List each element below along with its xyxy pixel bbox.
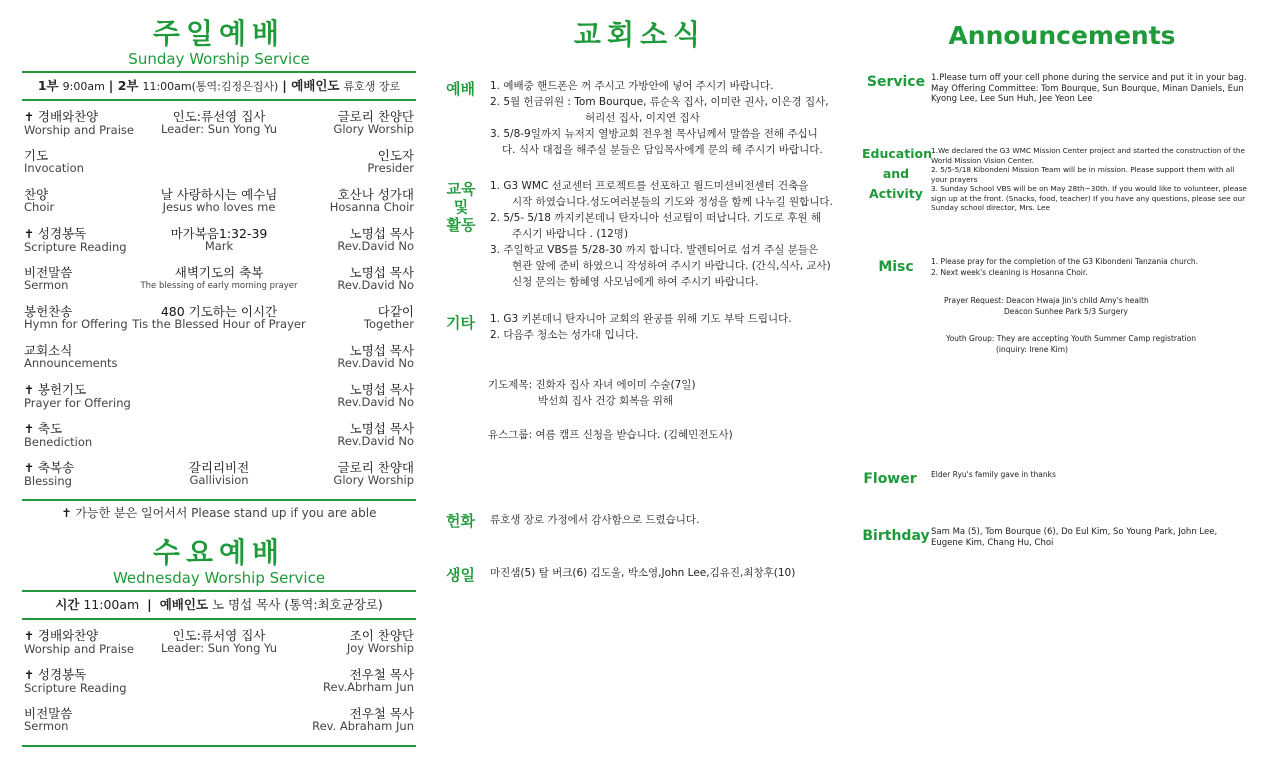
flower-label-en: Flower	[863, 471, 917, 487]
flower-text: 류호생 장로 가정에서 감사함으로 드렸습니다.	[490, 514, 700, 526]
order-name-ko-text: 경배와찬양	[37, 628, 99, 643]
order-person-en: Rev.David No	[337, 278, 414, 292]
text-line: 3. 주일학교 VBS를 5/28-30 까지 합니다. 발렌티어로 섬겨 주실 분들은	[490, 244, 819, 256]
cross-icon: ✝	[24, 668, 38, 682]
text-line: 1.We declared the G3 WMC Mission Center project and started the construction of the	[931, 146, 1245, 155]
order-mid-en: Tis the Blessed Hour of Prayer	[132, 317, 306, 331]
text-line: 3. Sunday School VBS will be on May 28th~30th. If you would like to volunteer, please	[931, 184, 1247, 193]
order-name-en: Sermon	[24, 719, 69, 733]
order-name-ko	[24, 422, 92, 436]
text-line: 2. 5월 헌금위원 : Tom Bourque, 류순옥 집사, 이미란 권사, 이은경 집사,	[490, 96, 829, 108]
text-line: 3. 5/8-9일까지 뉴저지 열방교회 전우철 목사님께서 말씀을 전해 주십니	[490, 128, 818, 140]
order-person-ko: 글로리 찬양단	[337, 109, 414, 124]
order-person-en: Rev. Abraham Jun	[312, 719, 414, 733]
text-line: 2. 5/5- 5/18 까지키본데니 탄자니아 선교팀이 떠납니다. 기도로 후원 해	[490, 212, 822, 224]
order-name-en: Choir	[24, 200, 55, 214]
birthday-label: 생일	[446, 566, 475, 584]
order-person-ko: 노명섭 목사	[349, 265, 414, 280]
order-person-ko: 전우철 목사	[349, 667, 414, 682]
order-mid-ko: 인도:류서영 집사	[172, 628, 266, 643]
text-line: 2. 5/5-5/18 Kibondeni Mission Team will be in mission. Please support them with all	[931, 165, 1235, 174]
order-row	[22, 459, 416, 498]
order-name-ko-text: 축복송	[37, 460, 75, 475]
order-name-ko-text: 봉헌기도	[37, 382, 87, 397]
text-line: your prayers	[931, 174, 978, 184]
text-line: 시작 하였습니다.성도여러분들의 기도와 정성을 함께 나누길 원합니다.	[512, 196, 833, 208]
order-right	[337, 344, 414, 370]
order-right	[367, 149, 414, 175]
sunday-title-ko: 주일예배	[152, 17, 286, 50]
text-line: 허리선 집사, 이지연 집사	[585, 112, 700, 124]
order-row	[22, 303, 416, 342]
order-mid-en: Leader: Sun Yong Yu	[160, 122, 278, 136]
order-row	[22, 264, 416, 303]
order-mid-en: The blessing of early morning prayer	[140, 281, 298, 291]
order-name-en: Scripture Reading	[24, 240, 127, 254]
order-middle	[22, 305, 416, 331]
birthday-label-en: Birthday	[862, 528, 930, 544]
text-line: 주시기 바랍니다 . (12명)	[512, 228, 629, 240]
text-line: 1.Please turn off your cell phone during the service and put it in your bag.	[931, 73, 1247, 83]
cross-icon: ✝	[24, 629, 38, 643]
order-name-en: Invocation	[24, 161, 84, 175]
cross-icon: ✝	[24, 422, 38, 436]
cross-icon: ✝	[24, 461, 38, 475]
order-name-ko-text: 성경봉독	[37, 226, 87, 241]
order-person-en: Rev.David No	[337, 239, 414, 253]
worship-label: 예배	[446, 80, 475, 98]
order-right	[337, 266, 414, 292]
wednesday-order-list	[22, 627, 416, 744]
order-person-en: Rev.David No	[337, 434, 414, 448]
text-line: Sam Ma (5), Tom Bourque (6), Do Eul Kim, So Young Park, John Lee,	[931, 527, 1218, 537]
order-name-en: Scripture Reading	[24, 681, 127, 695]
order-person-en: Presider	[367, 161, 414, 175]
misc-text	[931, 257, 1256, 278]
order-row	[22, 420, 416, 459]
order-right	[333, 461, 414, 487]
divider	[22, 499, 416, 501]
cross-icon: ✝	[24, 383, 38, 397]
news-column	[440, 0, 840, 777]
order-name-en: Prayer for Offering	[24, 396, 131, 410]
order-name-ko-text: 축도	[37, 421, 63, 436]
edu-label-part: 및	[453, 198, 469, 216]
order-name-ko-text: 교회소식	[24, 343, 73, 358]
etc-list	[490, 311, 840, 343]
order-name-ko-text: 비전말씀	[24, 706, 73, 721]
order-row	[22, 225, 416, 264]
text-line: 1. Please pray for the completion of the G3 Kibondeni Tanzania church.	[931, 257, 1198, 266]
order-name-ko-text: 찬양	[24, 187, 49, 202]
wednesday-title-en: Wednesday Worship Service	[112, 569, 326, 587]
text-line: 1. G3 키본데니 탄자니아 교회의 완공를 위해 기도 부탁 드립니다.	[490, 313, 792, 325]
flower-text-en: Elder Ryu's family gave in thanks	[931, 470, 1056, 479]
order-person-en: Hosanna Choir	[329, 200, 414, 214]
text-line: 1. G3 WMC 선교센터 프로젝트를 선포하고 월드미션비전센터 건축을	[490, 180, 809, 192]
cross-icon: ✝	[24, 110, 38, 124]
text-line: Kyong Lee, Lee Sun Huh, Jee Yeon Lee	[931, 94, 1093, 104]
edu-label	[446, 180, 476, 234]
text-line: 2. 다음주 청소는 성가대 입니다.	[490, 329, 639, 341]
edu-label-en: Education and Activity	[862, 146, 932, 201]
wednesday-title-ko: 수요예배	[152, 536, 286, 569]
youth-group-en: Youth Group: They are accepting Youth Summer Camp registration (inquiry: Irene Kim)	[946, 334, 1196, 354]
flower-label: 헌화	[446, 512, 475, 530]
order-row	[22, 108, 416, 147]
order-person-en: Rev.Abrham Jun	[323, 680, 414, 694]
service-label: Service	[866, 74, 926, 90]
order-right	[312, 707, 414, 733]
order-mid-ko: 마가복음1:32-39	[170, 226, 268, 241]
order-row	[22, 342, 416, 381]
announcements-column	[862, 0, 1262, 777]
edu-label-part: 활동	[446, 216, 476, 234]
order-right	[337, 227, 414, 253]
edu-list	[490, 178, 840, 290]
order-left	[24, 344, 118, 370]
order-name-ko	[24, 668, 127, 682]
text-line: World Mission Vision Center.	[931, 155, 1034, 165]
order-name-ko	[24, 383, 131, 397]
order-name-en: Worship and Praise	[24, 123, 134, 137]
order-person-ko: 노명섭 목사	[349, 226, 414, 241]
worship-list	[490, 78, 840, 158]
text-line: 1. 예배중 핸드폰은 꺼 주시고 가방안에 넣어 주시기 바랍니다.	[490, 80, 774, 92]
prayer-request-en: Prayer Request: Deacon Hwaja Jin's child Amy's health Deacon Sunhee Park 5/3 Surgery	[944, 296, 1149, 316]
order-name-en: Announcements	[24, 356, 118, 370]
cross-icon: ✝	[24, 227, 38, 241]
order-mid-ko: 날 사랑하시는 예수님	[160, 187, 278, 202]
order-name-en: Blessing	[24, 474, 72, 488]
order-name-ko-text: 경배와찬양	[37, 109, 99, 124]
order-row	[22, 381, 416, 420]
order-name-ko-text: 봉헌찬송	[24, 304, 73, 319]
text-line: May Offering Committee: Tom Bourque, Sun Bourque, Minan Daniels, Eun	[931, 83, 1244, 94]
order-left	[24, 422, 92, 449]
order-right	[330, 188, 414, 214]
order-right	[323, 668, 414, 694]
text-line: sign up at the front. (Snacks, food, teacher) If you have any questions, please see our	[931, 193, 1246, 203]
order-mid-ko: 480 기도하는 이시간	[160, 304, 278, 319]
order-left	[24, 707, 72, 733]
order-person-ko: 노명섭 목사	[349, 382, 414, 397]
order-right	[337, 422, 414, 448]
misc-label: Misc	[878, 259, 914, 275]
order-name-ko-text: 비전말씀	[24, 265, 73, 280]
text-line: 2. Next week's cleaning is Hosanna Choir.	[931, 267, 1088, 277]
sunday-order-list	[22, 108, 416, 498]
order-mid-ko: 갈리리비전	[188, 460, 250, 475]
order-name-en: Worship and Praise	[24, 642, 134, 656]
edu-text-en	[931, 146, 1256, 213]
order-right	[364, 305, 414, 331]
prayer-request: 기도제목: 진화자 집사 자녀 에이미 수술(7일) 박선희 집사 건강 회복을 위해	[488, 379, 696, 407]
order-name-en: Hymn for Offering	[24, 317, 128, 331]
order-person-en: Glory Worship	[333, 473, 414, 487]
sunday-info: 1부 9:00am | 2부 11:00am(통역:김정은집사) | 예배인도 류호생 장로	[37, 78, 401, 93]
wednesday-info: 시간 11:00am | 예배인도 노 명섭 목사 (통역:최호균장로)	[55, 597, 383, 612]
order-person-ko: 글로리 찬양대	[337, 460, 414, 475]
order-mid-ko: 새벽기도의 축복	[174, 265, 264, 280]
order-mid-en: Gallivision	[189, 473, 249, 487]
order-left	[24, 149, 84, 175]
order-right	[347, 629, 414, 655]
edu-label-part: 교육	[446, 180, 476, 198]
order-name-en: Benediction	[24, 435, 93, 449]
etc-label: 기타	[446, 314, 475, 332]
announcements-title: Announcements	[948, 21, 1176, 50]
news-title: 교회소식	[573, 18, 707, 51]
order-left	[24, 668, 127, 695]
order-name-en: Sermon	[24, 278, 69, 292]
order-person-ko: 노명섭 목사	[349, 343, 414, 358]
birthday-text: 마진샘(5) 탐 버크(6) 김도울, 박소영,John Lee,김유진,최창후(10)	[490, 567, 796, 579]
order-name-ko-text: 기도	[24, 148, 49, 163]
text-line: 신청 문의는 함혜영 사모님에게 하여 주시기 바랍니다.	[512, 276, 759, 288]
order-row	[22, 186, 416, 225]
order-person-ko: 인도자	[377, 148, 414, 163]
order-person-en: Rev.David No	[337, 356, 414, 370]
order-mid-ko: 인도:류선영 집사	[172, 109, 266, 124]
order-person-ko: 호산나 성가대	[337, 187, 414, 202]
text-line: 현관 앞에 준비 하였으니 작성하여 주시기 바랍니다. (간식,식사, 교사)	[512, 260, 831, 272]
order-person-en: Joy Worship	[346, 641, 414, 655]
order-left	[24, 383, 131, 410]
order-row	[22, 666, 416, 705]
order-mid-en: Mark	[204, 239, 234, 253]
order-person-ko: 노명섭 목사	[349, 421, 414, 436]
order-row	[22, 705, 416, 744]
order-person-en: Glory Worship	[333, 122, 414, 136]
order-name-ko-text: 성경봉독	[37, 667, 87, 682]
order-right	[333, 110, 414, 136]
sunday-column	[22, 0, 416, 747]
youth-group: 유스그룹: 여름 캠프 신청을 받습니다. (김혜민전도사)	[488, 429, 733, 441]
order-mid-en: Leader: Sun Yong Yu	[160, 641, 278, 655]
order-row	[22, 147, 416, 186]
order-mid-en: Jesus who loves me	[162, 200, 276, 214]
text-line: Eugene Kim, Chang Hu, Choi	[931, 537, 1054, 548]
service-text	[931, 73, 1256, 105]
order-person-ko: 다같이	[377, 304, 414, 319]
divider	[22, 745, 416, 747]
sunday-title-en: Sunday Worship Service	[128, 50, 310, 68]
birthday-text-en	[931, 527, 1256, 548]
order-right	[337, 383, 414, 409]
order-person-ko: 조이 찬양단	[349, 628, 414, 643]
order-person-en: Together	[363, 317, 414, 331]
stand-note: ✝ 가능한 분은 일어서서 Please stand up if you are able	[61, 506, 377, 520]
order-person-ko: 전우철 목사	[349, 706, 414, 721]
order-row	[22, 627, 416, 666]
order-person-en: Rev.David No	[337, 395, 414, 409]
text-line: Sunday school director, Mrs. Lee	[931, 203, 1050, 212]
divider	[22, 99, 416, 101]
divider	[22, 618, 416, 620]
text-line: 다. 식사 대접을 해주실 분들은 담임목사에게 문의 해 주시기 바랍니다.	[502, 144, 823, 156]
